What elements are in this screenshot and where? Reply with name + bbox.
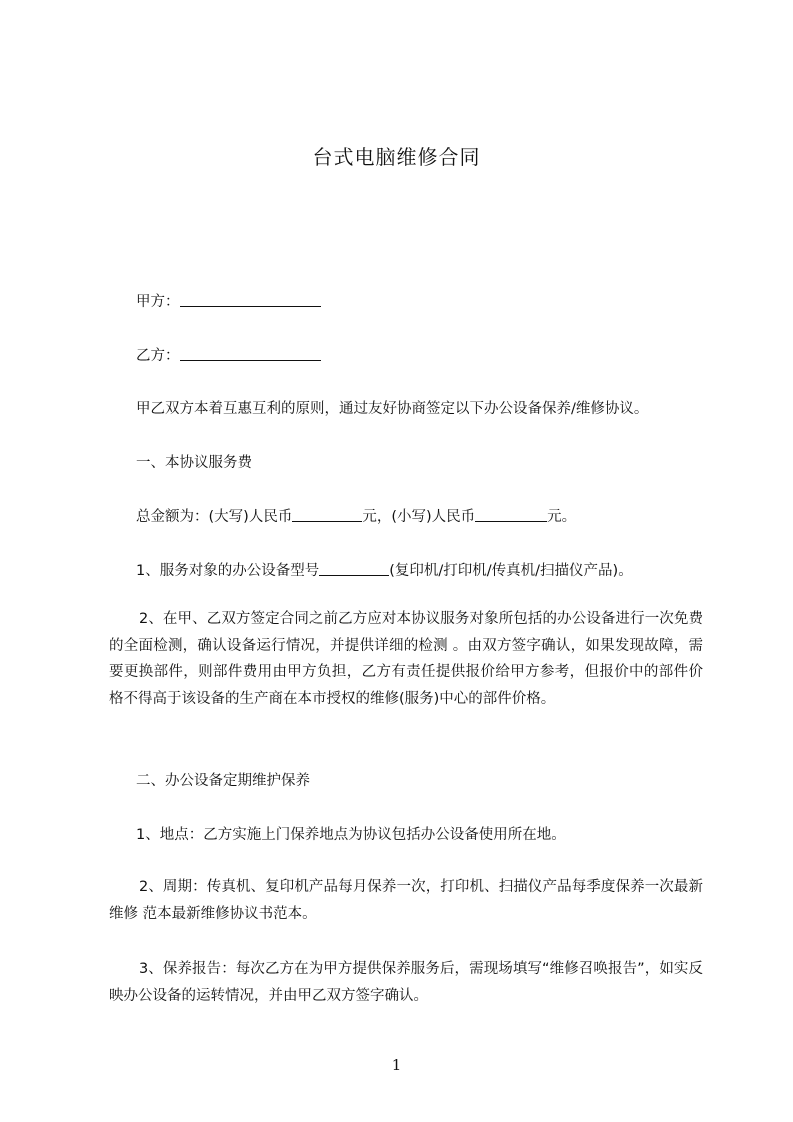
section2-heading: 二、办公设备定期维护保养: [136, 773, 310, 789]
section1-heading: 一、本协议服务费: [136, 455, 252, 471]
total-lowercase-blank: [475, 507, 547, 522]
party-b-label: 乙方：: [136, 348, 180, 364]
party-a-label: 甲方：: [136, 294, 180, 310]
total-suffix: 元。: [547, 509, 577, 525]
intro-paragraph: 甲乙双方本着互惠互利的原则，通过友好协商签定以下办公设备保养/维修协议。: [136, 401, 649, 417]
section2-item3: 3、保养报告：每次乙方在为甲方提供保养服务后，需现场填写“维修召唤报告”，如实反映办公设备的运转情况，并由甲乙双方签字确认。: [109, 961, 703, 1004]
total-mid: 元，(小写)人民币: [362, 509, 476, 525]
party-a-blank: [180, 292, 321, 307]
party-b-line: [136, 346, 321, 365]
document-title: 台式电脑维修合同: [312, 145, 481, 169]
party-a-line: [136, 292, 321, 311]
total-prefix: 总金额为：(大写)人民币: [136, 509, 293, 525]
section2-item1: 1、地点：乙方实施上门保养地点为协议包括办公设备使用所在地。: [136, 827, 566, 843]
section2-item2: 2、周期：传真机、复印机产品每月保养一次，打印机、扫描仪产品每季度保养一次最新维修 范本最新维修协议书范本。: [109, 879, 703, 922]
total-uppercase-blank: [292, 507, 362, 522]
item1-suffix: (复印机/打印机/传真机/扫描仪产品)。: [389, 563, 633, 579]
party-b-blank: [180, 346, 321, 361]
page-number: 1: [391, 1056, 402, 1074]
item1-prefix: 1、服务对象的办公设备型号: [136, 563, 320, 579]
section1-item2: 2、在甲、乙双方签定合同之前乙方应对本协议服务对象所包括的办公设备进行一次免费的全面检测，确认设备运行情况，并提供详细的检测 。由双方签字确认，如果发现故障，需要更换部件，则部件费用由甲方负担，乙方有责任提供报价给甲方参考，但报价中的部件价格不得高于该设备的生产商在本市授权的维修(服务)中心的部件价格。: [109, 611, 703, 707]
total-amount-line: [136, 507, 576, 526]
device-model-blank: [319, 561, 389, 576]
section1-item1: [136, 561, 633, 580]
